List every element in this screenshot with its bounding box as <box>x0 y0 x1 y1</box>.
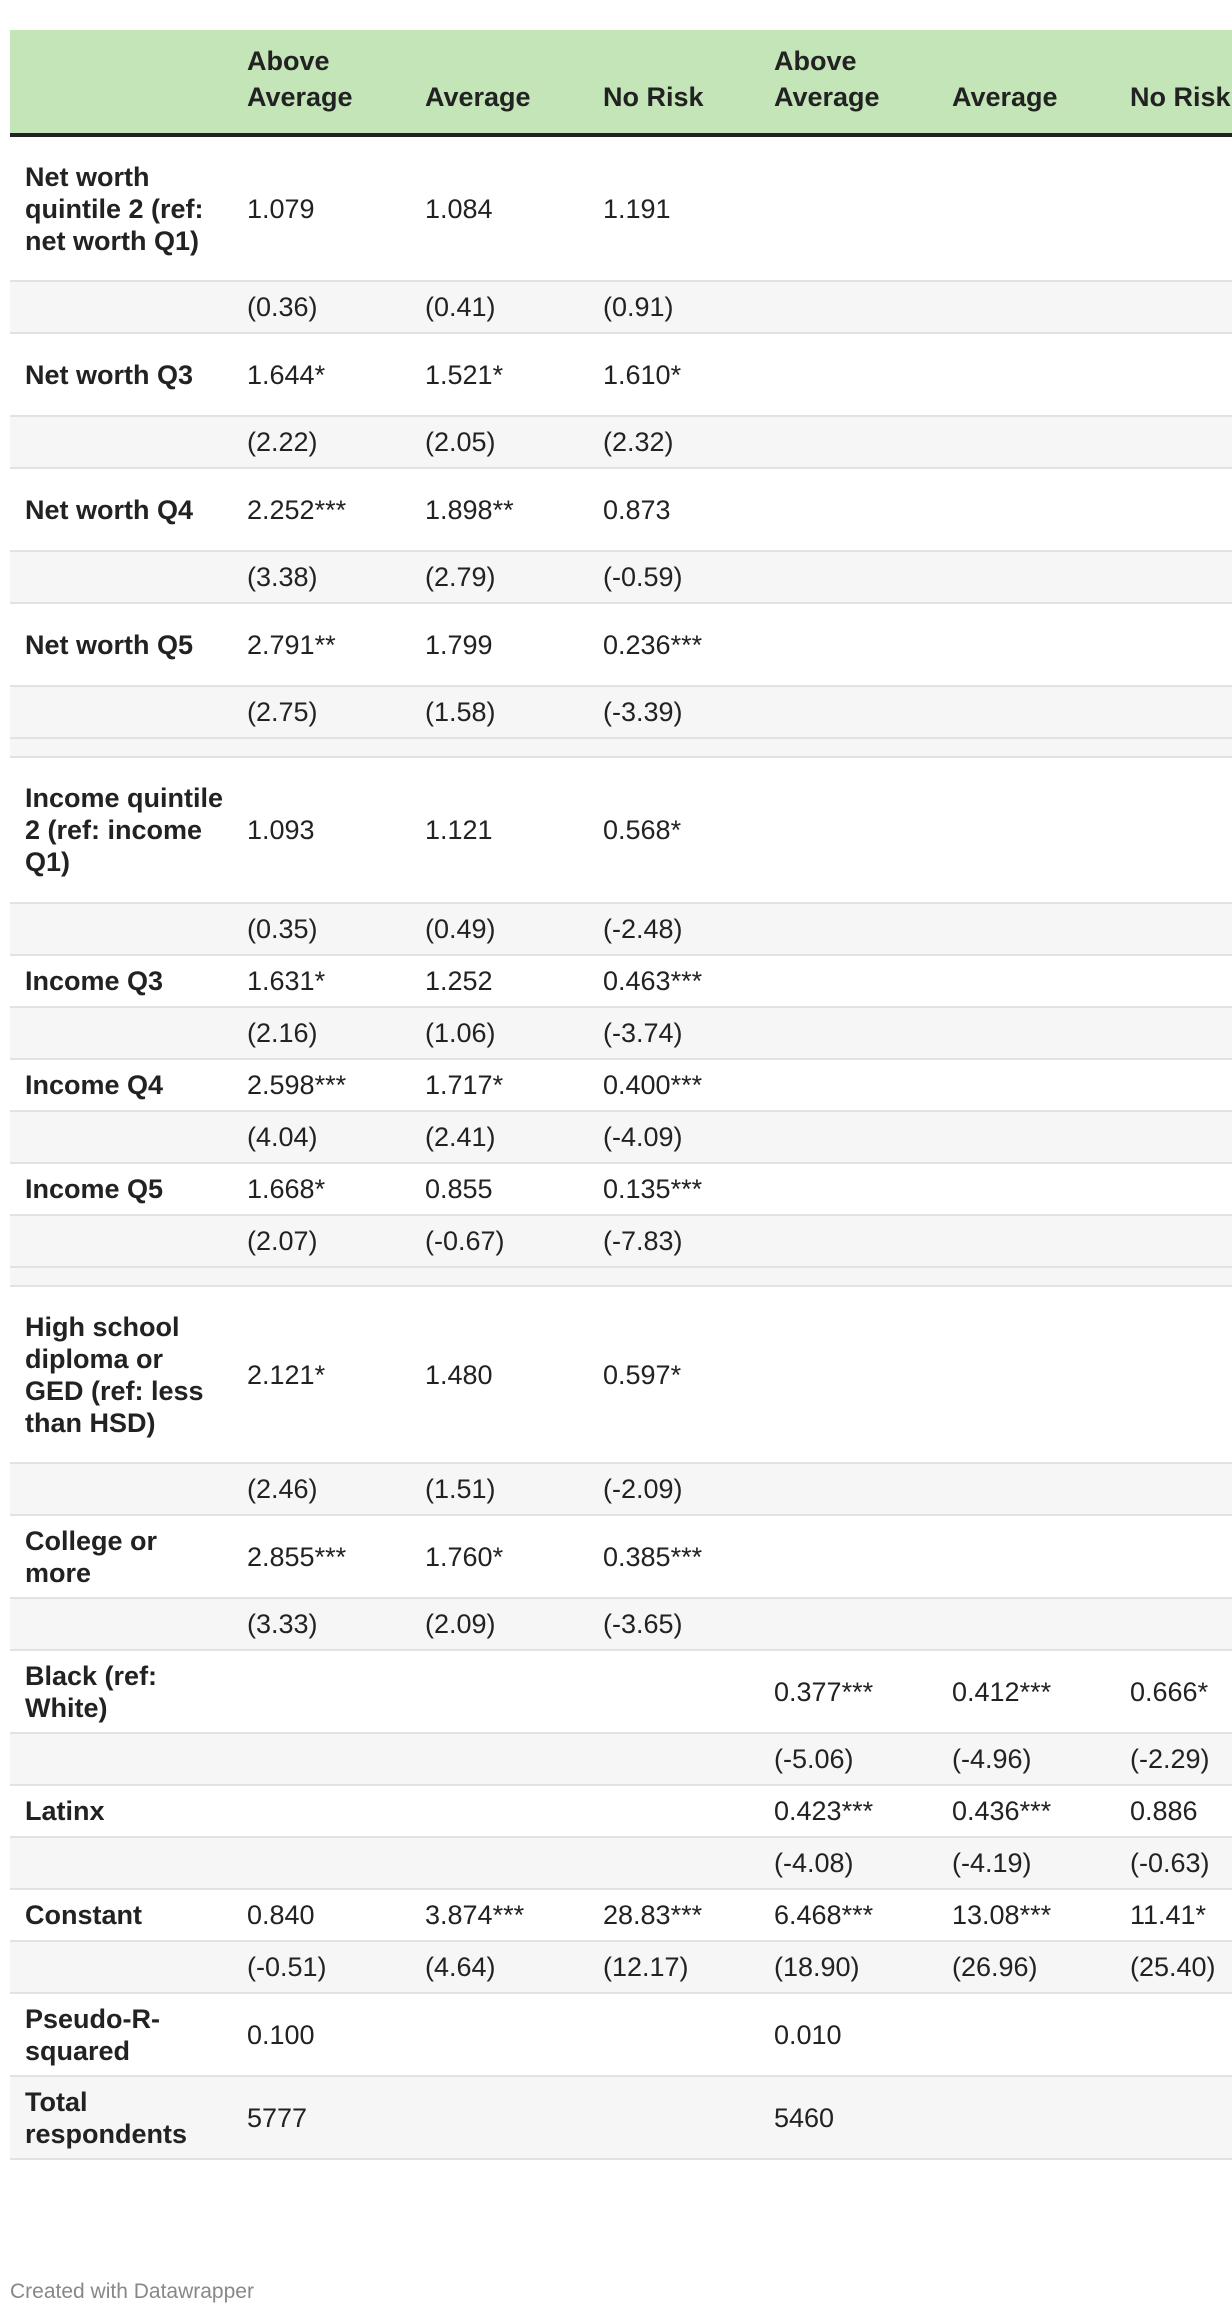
spacer-row <box>10 1267 1232 1286</box>
row-label <box>10 416 232 468</box>
value-cell <box>759 1463 937 1515</box>
value-cell <box>759 551 937 603</box>
value-cell <box>1115 1215 1232 1267</box>
row-label: Net worth Q3 <box>10 333 232 416</box>
value-cell: 1.252 <box>410 955 588 1007</box>
value-cell <box>410 1993 588 2076</box>
header-cell-above-average-1: Above Average <box>232 30 410 135</box>
row-label <box>10 686 232 738</box>
table-row <box>10 1286 1232 1463</box>
row-label: Net worth quintile 2 (ref: net worth Q1) <box>10 135 232 281</box>
value-cell <box>937 1286 1115 1463</box>
value-cell <box>937 135 1115 281</box>
row-label: Net worth Q4 <box>10 468 232 551</box>
value-cell: 2.855*** <box>232 1515 410 1598</box>
value-cell: 5777 <box>232 2076 410 2159</box>
value-cell: 0.436*** <box>937 1785 1115 1837</box>
row-label <box>10 281 232 333</box>
table-row <box>10 1215 1232 1267</box>
value-cell <box>1115 416 1232 468</box>
table-row <box>10 686 1232 738</box>
table-row <box>10 1889 1232 1941</box>
regression-table-container <box>10 30 1231 2160</box>
value-cell <box>759 1059 937 1111</box>
value-cell: (18.90) <box>759 1941 937 1993</box>
value-cell <box>759 1007 937 1059</box>
value-cell <box>937 1007 1115 1059</box>
value-cell: (0.41) <box>410 281 588 333</box>
table-row <box>10 468 1232 551</box>
value-cell: (2.22) <box>232 416 410 468</box>
value-cell: 0.666* <box>1115 1650 1232 1733</box>
value-cell: (3.33) <box>232 1598 410 1650</box>
value-cell: 1.521* <box>410 333 588 416</box>
value-cell: 0.135*** <box>588 1163 759 1215</box>
header-cell-average-1: Average <box>410 30 588 135</box>
value-cell: 0.840 <box>232 1889 410 1941</box>
value-cell: (12.17) <box>588 1941 759 1993</box>
table-row <box>10 1941 1232 1993</box>
row-label <box>10 1941 232 1993</box>
header-row <box>10 30 1232 135</box>
value-cell <box>232 1650 410 1733</box>
value-cell <box>937 551 1115 603</box>
value-cell: 11.41* <box>1115 1889 1232 1941</box>
value-cell: 0.873 <box>588 468 759 551</box>
value-cell <box>1115 468 1232 551</box>
value-cell <box>759 416 937 468</box>
value-cell <box>1115 1111 1232 1163</box>
row-label <box>10 1598 232 1650</box>
header-cell-no-risk-1: No Risk <box>588 30 759 135</box>
value-cell <box>937 1515 1115 1598</box>
row-label <box>10 1463 232 1515</box>
value-cell: 1.668* <box>232 1163 410 1215</box>
value-cell: 0.463*** <box>588 955 759 1007</box>
value-cell: (2.09) <box>410 1598 588 1650</box>
value-cell: (-3.74) <box>588 1007 759 1059</box>
value-cell: 0.412*** <box>937 1650 1115 1733</box>
value-cell <box>588 1785 759 1837</box>
row-label <box>10 1007 232 1059</box>
row-label: High school diploma or GED (ref: less than HSD) <box>10 1286 232 1463</box>
row-label: Income quintile 2 (ref: income Q1) <box>10 757 232 903</box>
table-row <box>10 1163 1232 1215</box>
value-cell: 6.468*** <box>759 1889 937 1941</box>
value-cell: (4.04) <box>232 1111 410 1163</box>
value-cell <box>410 1837 588 1889</box>
value-cell: (2.79) <box>410 551 588 603</box>
value-cell <box>937 1215 1115 1267</box>
value-cell: (2.32) <box>588 416 759 468</box>
value-cell <box>759 333 937 416</box>
row-label <box>10 1733 232 1785</box>
table-row <box>10 551 1232 603</box>
value-cell <box>1115 1993 1232 2076</box>
header-cell-average-2: Average <box>937 30 1115 135</box>
table-row <box>10 1059 1232 1111</box>
value-cell <box>759 603 937 686</box>
value-cell <box>759 955 937 1007</box>
spacer-cell <box>10 1267 1232 1286</box>
row-label: Pseudo-R-squared <box>10 1993 232 2076</box>
value-cell: (-0.67) <box>410 1215 588 1267</box>
value-cell: (-7.83) <box>588 1215 759 1267</box>
table-row <box>10 2076 1232 2159</box>
value-cell <box>937 1993 1115 2076</box>
value-cell: (-2.09) <box>588 1463 759 1515</box>
value-cell: (-0.51) <box>232 1941 410 1993</box>
value-cell: (-2.48) <box>588 903 759 955</box>
row-label <box>10 1837 232 1889</box>
value-cell: 1.610* <box>588 333 759 416</box>
value-cell: 5460 <box>759 2076 937 2159</box>
value-cell: 1.079 <box>232 135 410 281</box>
row-label: Total respondents <box>10 2076 232 2159</box>
value-cell: (-3.39) <box>588 686 759 738</box>
value-cell: 0.010 <box>759 1993 937 2076</box>
value-cell <box>937 2076 1115 2159</box>
table-row <box>10 416 1232 468</box>
value-cell <box>759 1111 937 1163</box>
value-cell <box>937 1163 1115 1215</box>
regression-table <box>10 30 1232 2160</box>
value-cell <box>1115 1515 1232 1598</box>
value-cell: 2.121* <box>232 1286 410 1463</box>
value-cell <box>1115 551 1232 603</box>
value-cell <box>410 1650 588 1733</box>
value-cell: (26.96) <box>937 1941 1115 1993</box>
value-cell <box>1115 1059 1232 1111</box>
row-label: College or more <box>10 1515 232 1598</box>
value-cell: (-4.08) <box>759 1837 937 1889</box>
value-cell <box>1115 1463 1232 1515</box>
table-row <box>10 1733 1232 1785</box>
table-row <box>10 1785 1232 1837</box>
value-cell <box>588 1837 759 1889</box>
table-row <box>10 1463 1232 1515</box>
value-cell <box>759 686 937 738</box>
row-label: Income Q4 <box>10 1059 232 1111</box>
value-cell <box>937 333 1115 416</box>
value-cell <box>937 1598 1115 1650</box>
table-row <box>10 1598 1232 1650</box>
table-body <box>10 135 1232 2159</box>
value-cell: (0.35) <box>232 903 410 955</box>
value-cell: (-0.63) <box>1115 1837 1232 1889</box>
value-cell <box>759 1215 937 1267</box>
value-cell <box>1115 2076 1232 2159</box>
value-cell: 28.83*** <box>588 1889 759 1941</box>
value-cell: (2.07) <box>232 1215 410 1267</box>
value-cell: 0.855 <box>410 1163 588 1215</box>
table-row <box>10 1650 1232 1733</box>
table-row <box>10 135 1232 281</box>
datawrapper-credit: Created with Datawrapper <box>10 2280 254 2303</box>
value-cell <box>759 468 937 551</box>
value-cell: 1.760* <box>410 1515 588 1598</box>
row-label <box>10 903 232 955</box>
value-cell <box>937 1059 1115 1111</box>
value-cell: (-0.59) <box>588 551 759 603</box>
value-cell <box>759 135 937 281</box>
value-cell <box>937 757 1115 903</box>
table-row <box>10 1837 1232 1889</box>
value-cell: 0.377*** <box>759 1650 937 1733</box>
value-cell: (-2.29) <box>1115 1733 1232 1785</box>
header-cell-above-average-2: Above Average <box>759 30 937 135</box>
value-cell <box>232 1785 410 1837</box>
row-label <box>10 1215 232 1267</box>
value-cell <box>937 603 1115 686</box>
value-cell: (-4.96) <box>937 1733 1115 1785</box>
value-cell: (0.36) <box>232 281 410 333</box>
value-cell <box>937 686 1115 738</box>
value-cell <box>1115 1598 1232 1650</box>
value-cell <box>759 903 937 955</box>
value-cell <box>1115 135 1232 281</box>
value-cell <box>937 955 1115 1007</box>
value-cell: 1.093 <box>232 757 410 903</box>
value-cell <box>937 1111 1115 1163</box>
value-cell <box>588 1650 759 1733</box>
value-cell: (-5.06) <box>759 1733 937 1785</box>
value-cell <box>410 1733 588 1785</box>
value-cell: 3.874*** <box>410 1889 588 1941</box>
value-cell <box>759 757 937 903</box>
row-label <box>10 1111 232 1163</box>
table-row <box>10 1111 1232 1163</box>
row-label: Black (ref: White) <box>10 1650 232 1733</box>
value-cell <box>1115 955 1232 1007</box>
value-cell: (-4.09) <box>588 1111 759 1163</box>
value-cell: (2.75) <box>232 686 410 738</box>
value-cell <box>759 1515 937 1598</box>
table-row <box>10 603 1232 686</box>
value-cell <box>759 1286 937 1463</box>
value-cell: 1.084 <box>410 135 588 281</box>
value-cell: (25.40) <box>1115 1941 1232 1993</box>
value-cell: 2.791** <box>232 603 410 686</box>
spacer-cell <box>10 738 1232 757</box>
value-cell: (-4.19) <box>937 1837 1115 1889</box>
value-cell: 0.423*** <box>759 1785 937 1837</box>
value-cell: 0.100 <box>232 1993 410 2076</box>
value-cell: 0.400*** <box>588 1059 759 1111</box>
value-cell: 1.717* <box>410 1059 588 1111</box>
value-cell <box>759 281 937 333</box>
value-cell: (-3.65) <box>588 1598 759 1650</box>
value-cell: 1.121 <box>410 757 588 903</box>
value-cell: 1.799 <box>410 603 588 686</box>
value-cell <box>937 281 1115 333</box>
value-cell <box>937 903 1115 955</box>
table-header <box>10 30 1232 135</box>
value-cell: (3.38) <box>232 551 410 603</box>
value-cell <box>937 416 1115 468</box>
value-cell <box>1115 686 1232 738</box>
value-cell: 1.191 <box>588 135 759 281</box>
value-cell <box>759 1163 937 1215</box>
value-cell: 1.644* <box>232 333 410 416</box>
value-cell <box>937 468 1115 551</box>
value-cell: 1.898** <box>410 468 588 551</box>
value-cell: (1.06) <box>410 1007 588 1059</box>
value-cell <box>232 1733 410 1785</box>
row-label: Constant <box>10 1889 232 1941</box>
header-cell-no-risk-2: No Risk <box>1115 30 1232 135</box>
value-cell <box>588 1733 759 1785</box>
value-cell: (2.46) <box>232 1463 410 1515</box>
table-row <box>10 281 1232 333</box>
row-label: Latinx <box>10 1785 232 1837</box>
value-cell: (0.91) <box>588 281 759 333</box>
table-row <box>10 1515 1232 1598</box>
value-cell: 1.480 <box>410 1286 588 1463</box>
row-label: Income Q3 <box>10 955 232 1007</box>
row-label <box>10 551 232 603</box>
value-cell: (2.05) <box>410 416 588 468</box>
value-cell <box>1115 603 1232 686</box>
value-cell <box>1115 1007 1232 1059</box>
spacer-row <box>10 738 1232 757</box>
value-cell <box>759 1598 937 1650</box>
value-cell: (2.41) <box>410 1111 588 1163</box>
value-cell <box>1115 281 1232 333</box>
value-cell <box>232 1837 410 1889</box>
value-cell: (1.58) <box>410 686 588 738</box>
value-cell: 0.886 <box>1115 1785 1232 1837</box>
value-cell <box>1115 903 1232 955</box>
table-row <box>10 955 1232 1007</box>
value-cell <box>1115 757 1232 903</box>
header-cell-label <box>10 30 232 135</box>
value-cell: 0.568* <box>588 757 759 903</box>
value-cell: 2.598*** <box>232 1059 410 1111</box>
table-row <box>10 333 1232 416</box>
value-cell <box>588 1993 759 2076</box>
table-row <box>10 1007 1232 1059</box>
table-row <box>10 903 1232 955</box>
value-cell: 2.252*** <box>232 468 410 551</box>
value-cell <box>1115 1163 1232 1215</box>
value-cell <box>410 2076 588 2159</box>
row-label: Net worth Q5 <box>10 603 232 686</box>
value-cell: 1.631* <box>232 955 410 1007</box>
value-cell: 0.597* <box>588 1286 759 1463</box>
value-cell: (1.51) <box>410 1463 588 1515</box>
row-label: Income Q5 <box>10 1163 232 1215</box>
value-cell <box>1115 1286 1232 1463</box>
value-cell: (4.64) <box>410 1941 588 1993</box>
value-cell <box>588 2076 759 2159</box>
value-cell: 13.08*** <box>937 1889 1115 1941</box>
table-row <box>10 757 1232 903</box>
table-row <box>10 1993 1232 2076</box>
value-cell: 0.236*** <box>588 603 759 686</box>
value-cell <box>1115 333 1232 416</box>
value-cell <box>937 1463 1115 1515</box>
value-cell: 0.385*** <box>588 1515 759 1598</box>
value-cell <box>410 1785 588 1837</box>
value-cell: (2.16) <box>232 1007 410 1059</box>
value-cell: (0.49) <box>410 903 588 955</box>
